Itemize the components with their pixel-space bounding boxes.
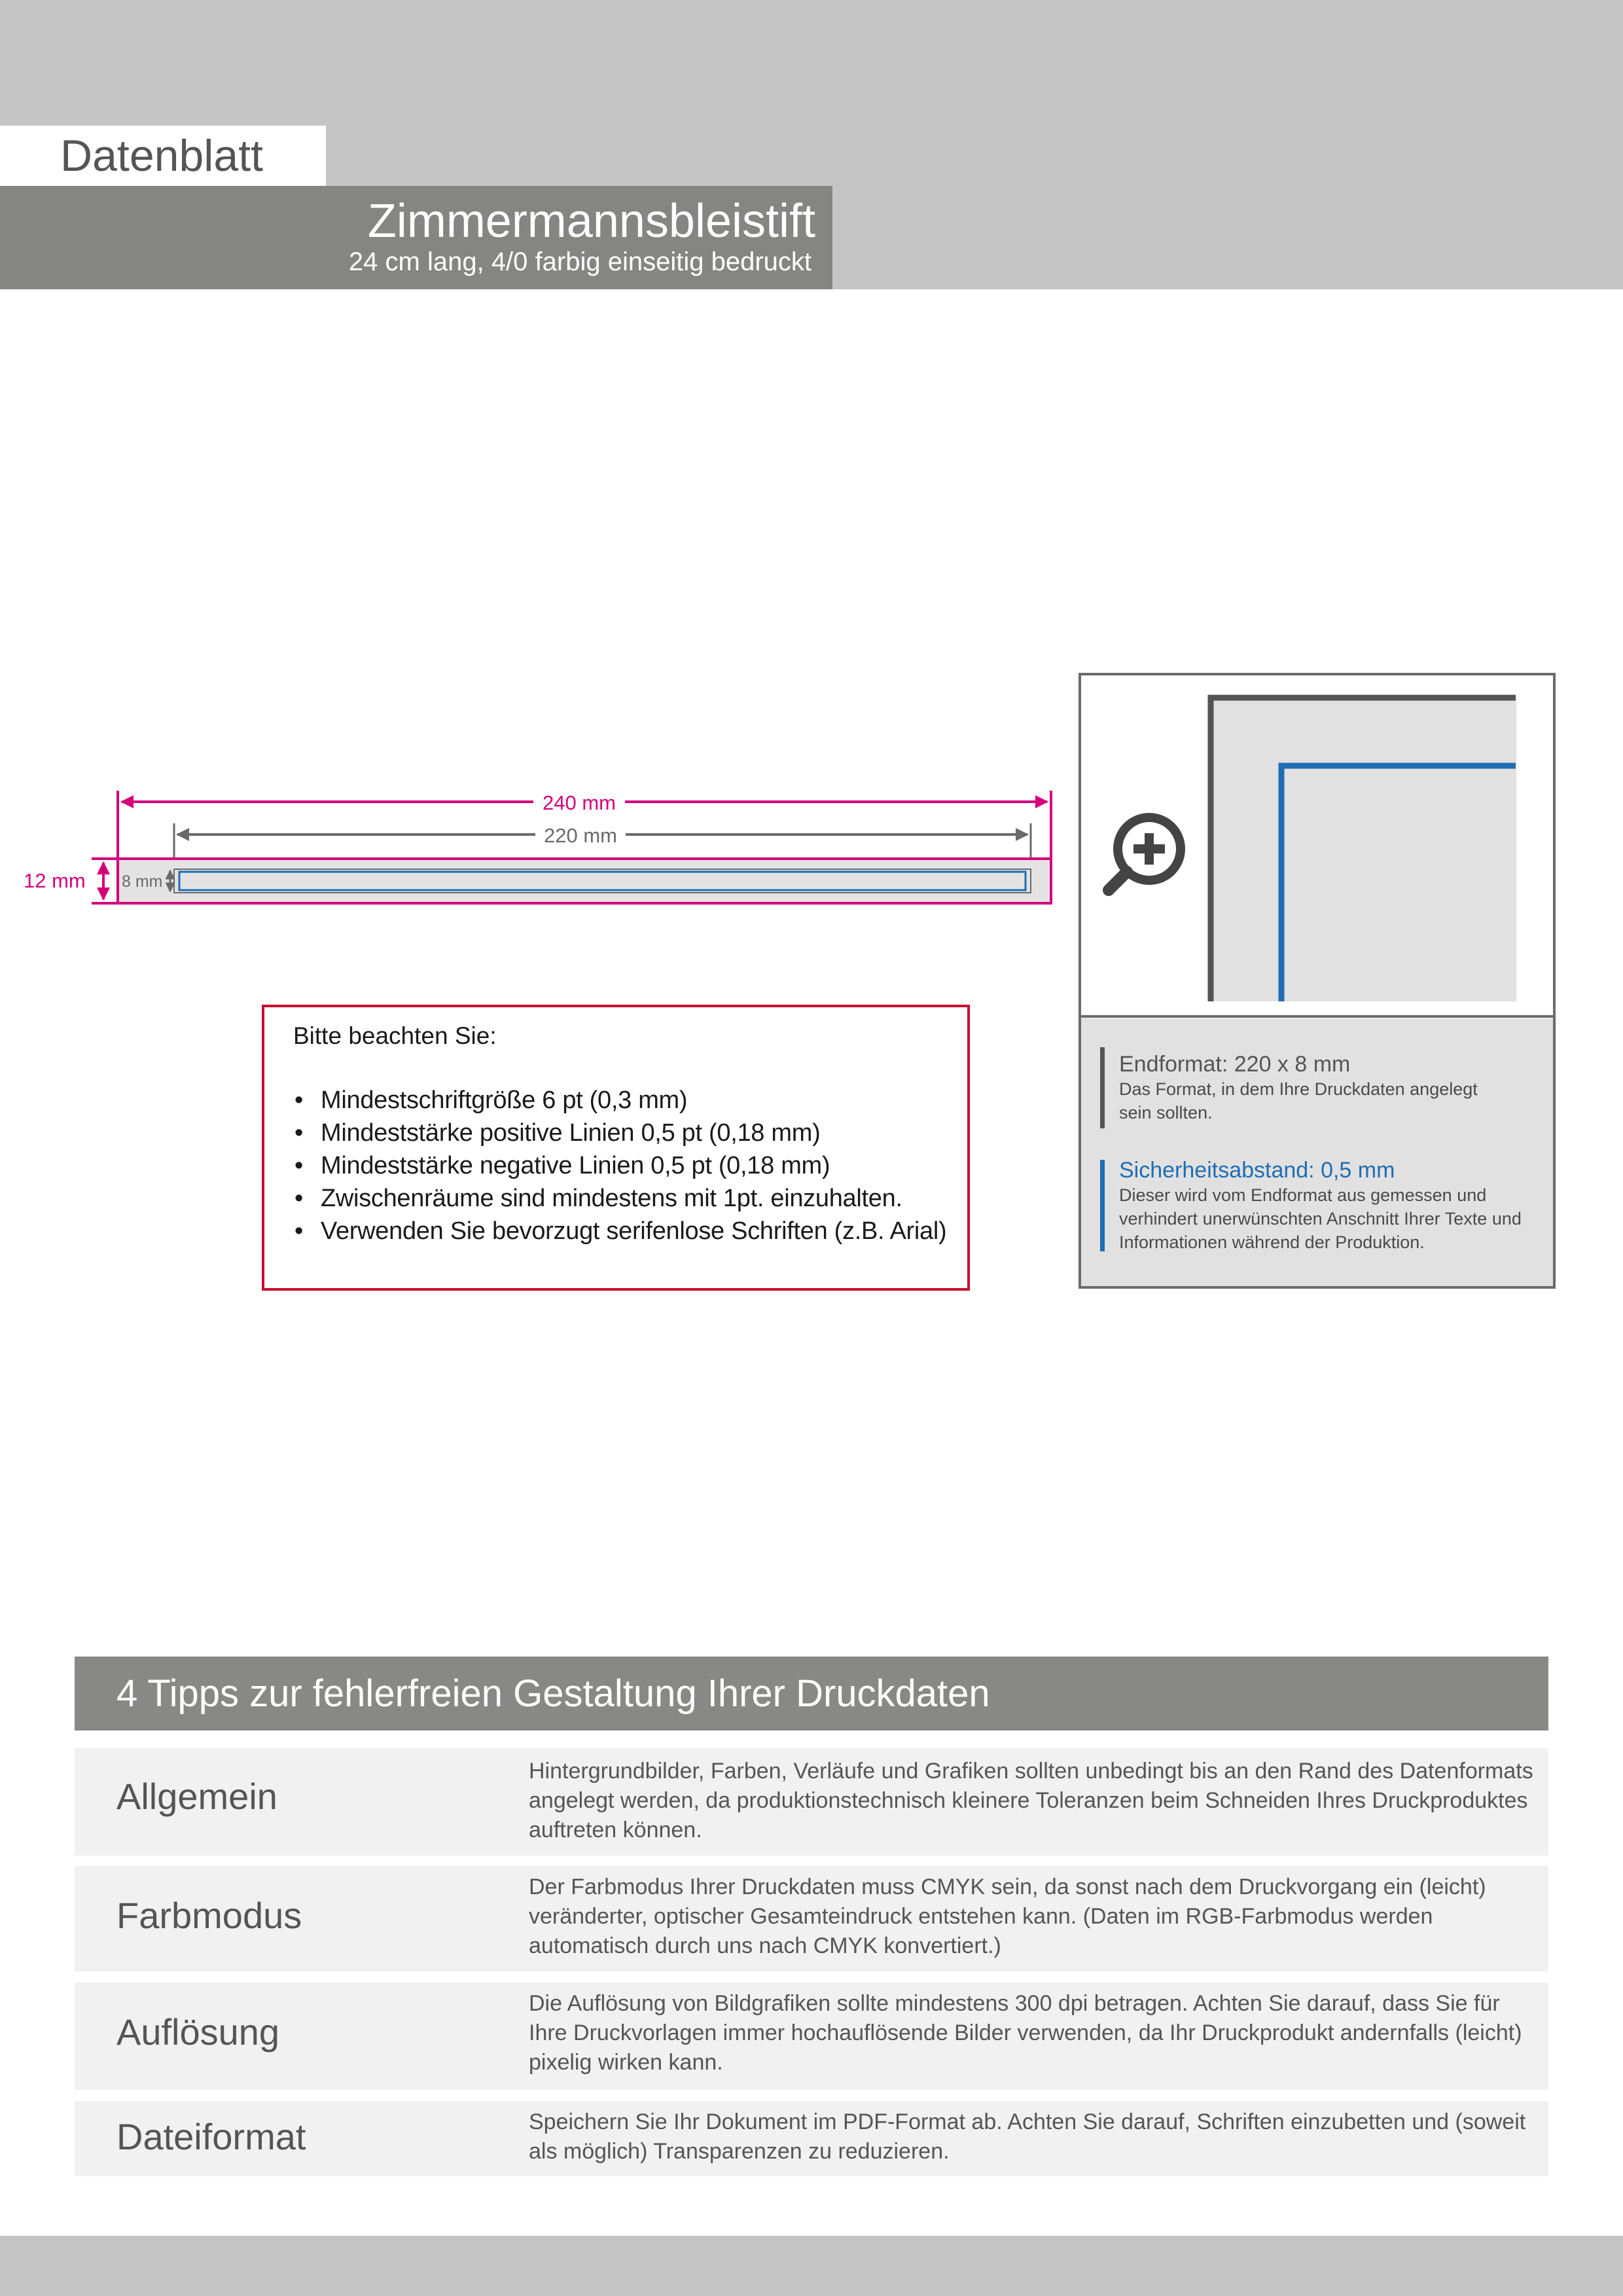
tip-label: Allgemein bbox=[116, 1776, 277, 1817]
zoom-mask-bottom bbox=[1205, 1001, 1533, 1016]
note-list bbox=[294, 1084, 946, 1247]
tip-text: Speichern Sie Ihr Dokument im PDF-Format ab. Achten Sie darauf, Schriften einzubetten und (soweit als möglich) Transparenzen zu reduzieren. bbox=[529, 2109, 1526, 2164]
format-drawing bbox=[0, 772, 1073, 929]
dim-240-label: 240 mm bbox=[543, 791, 616, 814]
tips-title: 4 Tipps zur fehlerfreien Gestaltung Ihrer Druckdaten bbox=[116, 1672, 990, 1715]
tip-label: Auflösung bbox=[116, 2011, 280, 2053]
tip-label: Farbmodus bbox=[116, 1895, 302, 1936]
tip-text: Hintergrundbilder, Farben, Verläufe und Grafiken sollten unbedingt bis an den Rand des Datenformats angelegt werden, da produktionstechnisch kleinere Toleranzen beim Schneiden Ihres Druckproduktes auftreten können. bbox=[529, 1759, 1533, 1842]
zoom-fill bbox=[1208, 695, 1526, 1016]
endformat-title: Endformat: 220 x 8 mm bbox=[1119, 1052, 1351, 1077]
zoom-mask-right bbox=[1516, 689, 1553, 1016]
note-item: • Mindestschriftgröße 6 pt (0,3 mm) bbox=[294, 1084, 946, 1117]
product-subtitle: 24 cm lang, 4/0 farbig einseitig bedruckt bbox=[348, 247, 812, 276]
note-item: • Zwischenräume sind mindestens mit 1pt. einzuhalten. bbox=[294, 1182, 946, 1215]
zoom-divider bbox=[1081, 1015, 1553, 1018]
endformat-description: Das Format, in dem Ihre Druckdaten angelegt sein sollten. bbox=[1119, 1079, 1478, 1122]
tip-text: Der Farbmodus Ihrer Druckdaten muss CMYK sein, da sonst nach dem Druckvorgang ein (leicht) veränderter, optischer Gesamteindruck entstehen kann. (Daten im RGB-Farbmodus werden automatisch durch uns nach CMYK konvertiert.) bbox=[529, 1874, 1486, 1958]
product-title: Zimmermannsbleistift bbox=[367, 195, 815, 247]
safety-title: Sicherheitsabstand: 0,5 mm bbox=[1119, 1158, 1395, 1183]
doc-label: Datenblatt bbox=[60, 131, 263, 181]
tip-label: Dateiformat bbox=[116, 2116, 306, 2157]
zoom-detail bbox=[1081, 675, 1553, 1016]
endformat-marker bbox=[1100, 1047, 1105, 1128]
magnifier-plus-icon bbox=[1109, 817, 1181, 890]
dim-220-label: 220 mm bbox=[544, 824, 617, 847]
safety-description: Dieser wird vom Endformat aus gemessen und verhindert unerwünschten Anschnitt Ihrer Texte und Informationen während der Produktion. bbox=[1119, 1185, 1522, 1252]
dim-8-label: 8 mm bbox=[122, 872, 163, 891]
tip-text: Die Auflösung von Bildgrafiken sollte mindestens 300 dpi betragen. Achten Sie darauf, dass Sie für Ihre Druckvorlagen immer hochauflösende Bilder verwenden, da Ihr Druckprodukt andernfalls (leicht) pixelig wirken kann. bbox=[529, 1991, 1522, 2075]
note-item: • Mindeststärke negative Linien 0,5 pt (0,18 mm) bbox=[294, 1149, 946, 1182]
safety-marker bbox=[1100, 1160, 1105, 1251]
footer-band bbox=[0, 2236, 1623, 2296]
note-item: • Mindeststärke positive Linien 0,5 pt (0,18 mm) bbox=[294, 1117, 946, 1149]
note-heading: Bitte beachten Sie: bbox=[293, 1022, 497, 1049]
note-item: • Verwenden Sie bevorzugt serifenlose Schriften (z.B. Arial) bbox=[294, 1215, 946, 1247]
dim-12-label: 12 mm bbox=[24, 869, 86, 892]
